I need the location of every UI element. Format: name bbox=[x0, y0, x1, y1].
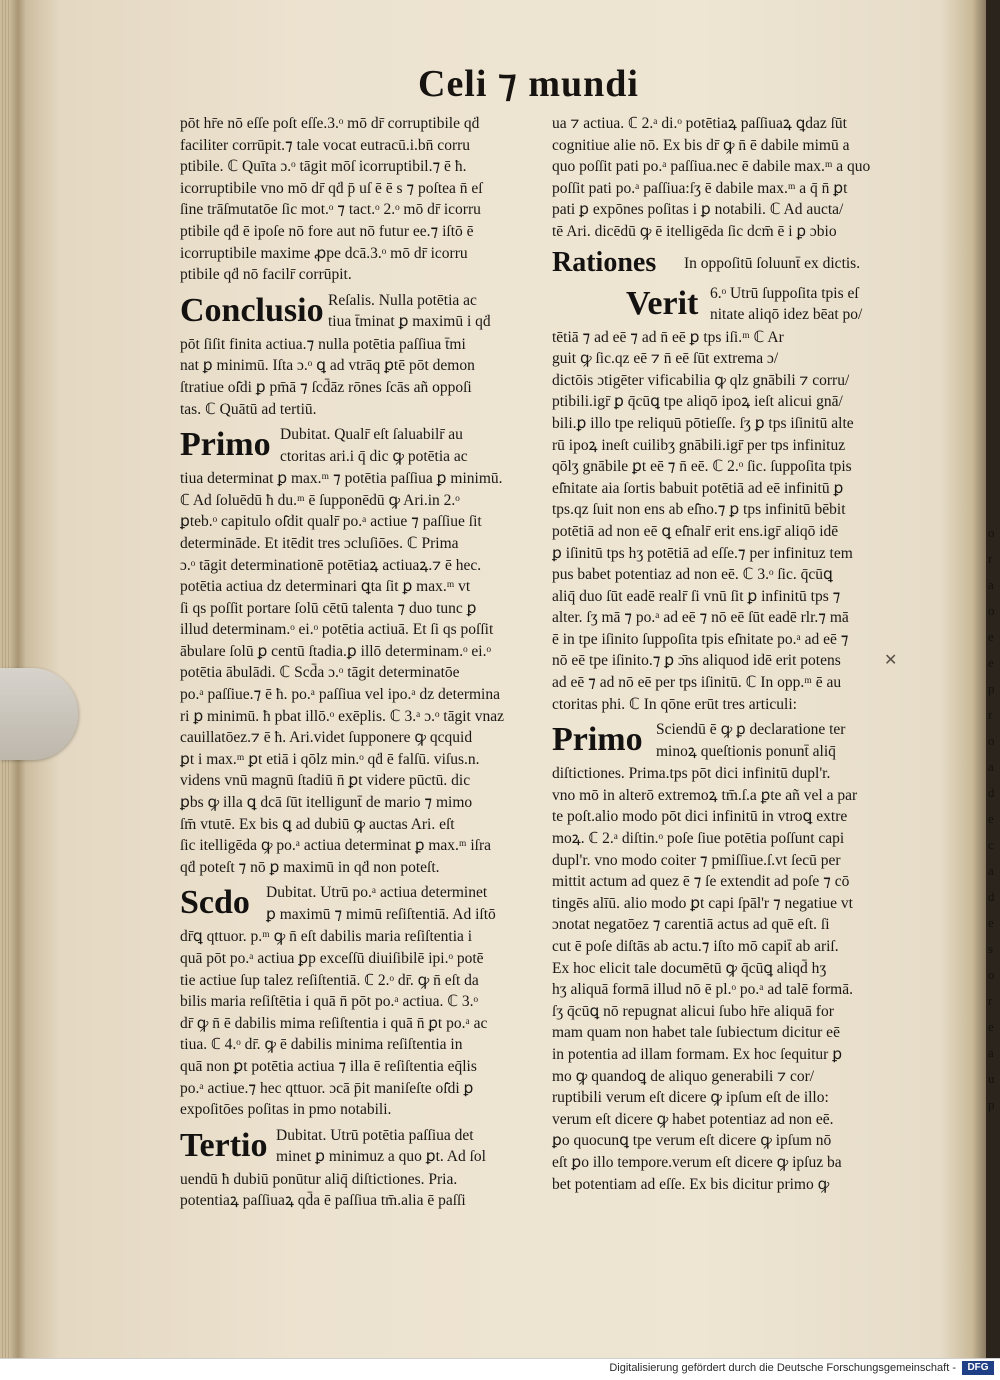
primo-line-17: ꝑbs ꝙ illa ꝗ dcā ſūt itelligunt̄ de mario ⁊ mimo bbox=[180, 794, 473, 812]
verit-line-3: guit ꝙ ſic.qz eē ⁊ n̄ eē ſūt extrema ɔ/ bbox=[552, 350, 779, 368]
primo-line-19: ſic itelligēda ꝙ po.ᵃ actiua determinat ꝑ max.ᵐ iſra bbox=[180, 837, 492, 855]
primo-right-line-6: dupl'r. vno modo coiter ⁊ pmiſſiue.ſ.vt ſecū per bbox=[552, 851, 841, 869]
section-rationes bbox=[552, 247, 910, 279]
primo-right-line-5: moꝝ. ℂ 2.ᵃ diſtin.ᵒ poſe ſiue potētia poſſunt capi bbox=[552, 830, 845, 848]
neighbor-letter: e bbox=[988, 1019, 994, 1034]
verit-line-16: ē in tpe iſinito ſuppoſita tpis eſ̄nitate po.ᵃ ad eē ⁊ bbox=[552, 630, 849, 648]
neighbor-letter: d bbox=[988, 785, 995, 800]
neighbor-letter: e bbox=[988, 629, 994, 644]
verit-line-0: 6.ᵒ Utrū ſuppoſita tpis eſ bbox=[710, 284, 859, 302]
secundo-line-6: dr̄ ꝙ n̄ ē dabilis mima reſiſtentia i quā n̄ ꝑt po.ᵃ ac bbox=[180, 1014, 488, 1032]
primo-right-line-10: cut ē poſe diſtās ab actu.⁊ iſto mō capit̄ ab ariſ. bbox=[552, 938, 839, 955]
neighbor-letter: o bbox=[988, 733, 995, 748]
left-intro-line-4: ſine trāſmutatōe ſic mot.ᵒ ⁊ tact.ᵒ 2.ᵒ mō dr̄ icorru bbox=[180, 201, 481, 219]
verit-heading: Verit bbox=[626, 284, 699, 322]
secundo-line-3: quā pōt po.ᵃ actiua ꝑp exceſſū diuiſibilē ipi.ᵒ potē bbox=[180, 950, 484, 967]
neighbor-letter: p bbox=[988, 1097, 995, 1112]
neighbor-letter: r bbox=[988, 993, 993, 1008]
right-top-line-3: poſſit pati po.ᵃ paſſiua:ſʒ ē dabile max.ᵐ a q̄ n̄ ꝑt bbox=[552, 179, 848, 197]
primo-line-9: illud determinam.ᵒ ei.ᵒ potētia actiuā. Et ſi qs poſſit bbox=[180, 621, 494, 639]
conclusio-line-1: tiua t̄minat ꝑ maximū i qḋ bbox=[328, 313, 491, 331]
section-tertio bbox=[180, 1125, 532, 1167]
verit-line-2: tētiā ⁊ ad eē ⁊ ad n̄ eē ꝑ tps iſi.ᵐ ℂ Ar bbox=[552, 328, 784, 346]
footer-credit: Digitalisierung gefördert durch die Deutsche Forschungsgemeinschaft - bbox=[609, 1362, 956, 1374]
secundo-line-9: po.ᵃ actiue.⁊ hec qttuor. ɔcā p̄it maniſeſte oſ̄di ꝑ bbox=[180, 1079, 474, 1097]
verit-line-6: bili.ꝑ illo tpe reliquū pōtieſſe. ſʒ ꝑ tps iſinitū alte bbox=[552, 414, 854, 432]
left-intro-line-6: icorruptibile maxime ꝓpe dcā.3.ᵒ mō dr̄ icorru bbox=[180, 244, 468, 262]
primo-line-10: ābulare ſolū ꝑ centū ſtadia.ꝑ illō determinam.ᵒ ei.ᵒ bbox=[180, 642, 491, 660]
secundo-line-7: tiua. ℂ 4.ᵒ dr̄. ꝙ ē dabilis minima reſiſtentia in bbox=[180, 1036, 463, 1054]
neighbor-letter: p bbox=[988, 681, 995, 696]
primo-line-6: ɔ.ᵒ tāgit determinationē potētiaꝝ actiuaꝝ.⁊ ē hec. bbox=[180, 556, 482, 574]
neighbor-letter: r bbox=[988, 707, 993, 722]
neighbor-letter: c bbox=[988, 837, 994, 852]
primo-line-13: ri ꝑ minimū. ħ pbat illō.ᵒ exēplis. ℂ 3.ᵃ ɔ.ᵒ tāgit vnaz bbox=[180, 707, 504, 725]
primo-right-line-3: vno mō in alterō extremoꝝ tm̄.ſ.a ꝑte añ vel a par bbox=[552, 786, 858, 804]
neighbor-letter: a bbox=[988, 863, 994, 878]
primo-line-11: potētia ābulādi. ℂ Scd̄a ɔ.ᵒ tāgit determinatōe bbox=[180, 664, 460, 682]
verit-line-7: rū ipoꝝ ineſt cuilibʒ gnābili.igr̄ per tps infinituz bbox=[552, 436, 846, 454]
primo-right-line-18: verum eſt dicere ꝙ habet potentiaz ad non eē. bbox=[552, 1110, 834, 1128]
primo-right-line-14: mam quam non habet tale ſubiectum dicitur eē bbox=[552, 1024, 840, 1042]
primo-right-line-21: bet potentiam ad eſſe. Ex bis dicitur primo ꝙ bbox=[552, 1175, 830, 1193]
neighbor-page-margin bbox=[988, 520, 1000, 1120]
verit-line-4: dictōis ɔtigēter vificabilia ꝙ qlz gnābili ⁊ corru/ bbox=[552, 371, 850, 389]
marginal-x-mark: ✕ bbox=[884, 650, 898, 669]
section-verit bbox=[626, 283, 910, 325]
primo-line-3: ℂ Ad ſoluēdū ħ du.ᵐ ē ſupponēdū ꝙ Ari.in 2.ᵒ bbox=[180, 491, 460, 509]
tertio-heading: Tertio bbox=[180, 1126, 268, 1164]
primo-line-12: po.ᵃ paſſiue.⁊ ē ħ. po.ᵃ paſſiua vel ipo.ᵃ dz determina bbox=[180, 686, 500, 704]
primo-right-line-19: ꝑo quocunꝗ tpe verum eſt dicere ꝙ ipſum nō bbox=[552, 1132, 832, 1150]
primo-heading: Primo bbox=[180, 426, 271, 464]
primo-line-14: cauillatōez.⁊ ē ħ. Ari.videt ſupponere ꝙ qcquid bbox=[180, 729, 473, 747]
verit-line-5: ptibili.igr̄ ꝑ q̄cūꝗ tpe aliqō ipoꝝ ieſt alicui gnā/ bbox=[552, 393, 843, 411]
primo-line-2: tiua determinat ꝑ max.ᵐ ⁊ potētia paſſiua ꝑ minimū. bbox=[180, 470, 503, 488]
primo-line-16: videns vnū magnū ſtadiū n̄ ꝑt videre pūctū. dic bbox=[180, 772, 471, 790]
conclusio-line-3: nat ꝑ minimū. Iſta ɔ.ᵒ ꝗ ad vtrāq ꝑtē pōt demon bbox=[180, 357, 475, 375]
primo-line-15: ꝑt i max.ᵐ ꝑt etiā i qōlz min.ᵒ qḋ ē falſū. viſus.n. bbox=[180, 750, 480, 768]
primo-right-line-2: diſtictiones. Prima.tps pōt dici infinitū dupl'r. bbox=[552, 765, 831, 783]
rationes-heading: Rationes bbox=[552, 246, 657, 278]
primo-right-line-7: mittit actum ad quez ē ⁊ ſe extendit ad poſe ⁊ cō bbox=[552, 873, 850, 891]
neighbor-letter: u bbox=[988, 1071, 995, 1086]
secundo-line-8: quā non ꝑt potētia actiua ⁊ illa ē reſiſtentia eq̄lis bbox=[180, 1057, 477, 1075]
verit-line-15: alter. ſʒ mā ⁊ po.ᵃ ad eē ⁊ nō eē ſūt eadē rlr.⁊ mā bbox=[552, 609, 849, 627]
right-top-line-4: pati ꝑ expōnes poſitas i ꝑ notabili. ℂ Ad aucta/ bbox=[552, 201, 844, 219]
secundo-line-5: bilis maria reſiſtētia i quā n̄ pōt po.ᵃ actiua. ℂ 3.ᵒ bbox=[180, 993, 479, 1011]
left-intro-line-2: ptibile. ℂ Quīta ɔ.ᵒ tāgit mōſ icorruptibil.⁊ ē ħ. bbox=[180, 158, 467, 176]
neighbor-letter: d bbox=[988, 889, 995, 904]
neighbor-letter: e bbox=[988, 655, 994, 670]
left-intro-line-1: faciliter corrūpit.⁊ tale vocat eutracū.i.bn̄ corru bbox=[180, 136, 471, 154]
verit-line-11: potētiā ad non eē ꝗ eſ̄nalr̄ erit ens.igr̄ aliqō idē bbox=[552, 522, 839, 540]
primo-right-line-1: minoꝝ queſtionis ponunt̄ aliq̄ bbox=[656, 742, 836, 760]
left-intro-line-3: icorruptibile vno mō dr̄ qḋ p̄ uſ ē ē s ⁊ poſtea n̄ eſ bbox=[180, 179, 483, 197]
neighbor-letter: e bbox=[988, 915, 994, 930]
primo-right-line-16: mo ꝙ quandoꝗ de aliquo generabili ⁊ cor/ bbox=[552, 1067, 815, 1085]
primo-right-line-4: te poſt.alio modo pōt dici infinitū in vtroꝗ extre bbox=[552, 808, 848, 826]
running-head: Celi ⁊ mundi bbox=[418, 63, 639, 105]
verit-line-12: ꝑ iſinitū tps hʒ potētiā ad eſſe.⁊ per infinituz tem bbox=[552, 544, 853, 562]
secundo-line-2: dr̄ꝗ qttuor. p.ᵐ ꝙ n̄ eſt dabilis maria reſiſtentia i bbox=[180, 928, 473, 946]
dfg-logo: DFG bbox=[962, 1361, 994, 1375]
verit-line-13: pus babet potentiaz ad non eē. ℂ 3.ᵒ ſic. q̄cūꝗ bbox=[552, 566, 833, 584]
neighbor-letter: s bbox=[988, 941, 994, 956]
primo-right-line-15: in potentia ad illam formam. Ex hoc ſequitur ꝑ bbox=[552, 1045, 843, 1063]
right-column bbox=[552, 113, 910, 1193]
verit-line-18: ad eē ⁊ ad nō eē per tps iſinitū. ℂ In opp.ᵐ ē au bbox=[552, 674, 842, 692]
primo-line-5: determināde. Et itēdit tres ɔcluſiōes. ℂ Prima bbox=[180, 534, 459, 552]
section-primo bbox=[180, 424, 532, 466]
tertio-line-3: potentiaꝝ paſſiuaꝝ qd̄a ē paſſiua tm̄.alia ē paſſi bbox=[180, 1192, 466, 1210]
secundo-line-10: expoſitōes poſitas in pmo notabili. bbox=[180, 1101, 392, 1119]
secundo-line-0: Dubitat. Utrū po.ᵃ actiua determinet bbox=[266, 884, 488, 902]
verit-line-1: nitate aliqō idez bēat po/ bbox=[710, 306, 863, 324]
primo-line-18: ſm̄ vtutē. Ex bis ꝗ ad dubiū ꝙ auctas Ari. eſt bbox=[180, 815, 455, 833]
neighbor-letter: r bbox=[988, 551, 993, 566]
primo-line-8: ſi qs poſſit portare ſolū cētū talenta ⁊ duo tunc ꝑ bbox=[180, 599, 477, 617]
left-column bbox=[180, 113, 532, 1210]
right-top-line-0: ua ⁊ actiua. ℂ 2.ᵃ di.ᵒ potētiaꝝ paſſiuaꝝ ꝗdaz ſūt bbox=[552, 115, 847, 132]
neighbor-letter: a bbox=[988, 577, 994, 592]
verit-line-14: aliq̄ duo ſūt eadē realr̄ ſi vnū ſit ꝑ infinitū tps ⁊ bbox=[552, 587, 841, 605]
secundo-heading: Scdo bbox=[180, 884, 250, 922]
conclusio-heading: Conclusio bbox=[180, 291, 324, 329]
left-intro-line-0: pōt hr̄e nō eſſe poſt eſſe.3.ᵒ mō dr̄ corruptibile qḋ bbox=[180, 115, 480, 132]
rationes-line: In oppoſitū ſoluunt̄ ex dictis. bbox=[684, 254, 861, 272]
tertio-line-1: minet ꝑ minimuz a quo ꝑt. Ad ſol bbox=[276, 1148, 486, 1166]
primo-right-line-20: eſt ꝑo illo tempore.verum eſt dicere ꝙ ipſuz ba bbox=[552, 1153, 842, 1171]
secundo-line-4: tie actiue ſup talez reſiſtentiā. ℂ 2.ᵒ dr̄. ꝙ n̄ eſt da bbox=[180, 971, 479, 989]
verit-line-17: nō eē tpe iſinito.⁊ ꝑ ɔ̄ns aliquod idē erit potens bbox=[552, 652, 841, 670]
left-intro-line-5: ptibile qḋ ē ipoſe nō fore aut nō futur ee.⁊ iſtō ē bbox=[180, 222, 474, 240]
verit-line-19: ctoritas phi. ℂ In qōne erūt tres articuli: bbox=[552, 695, 797, 713]
primo-right-line-13: ſʒ q̄cūꝗ nō repugnat alicui ſubo hr̄e aliquā for bbox=[552, 1002, 834, 1020]
conclusio-line-0: Reſalis. Nulla potētia ac bbox=[328, 291, 477, 309]
primo-line-7: potētia actiua dz determinari ꝗta ſit ꝑ max.ᵐ vt bbox=[180, 578, 471, 596]
section-secundo bbox=[180, 882, 532, 924]
conclusio-line-5: tas. ℂ Quātū ad tertiū. bbox=[180, 400, 317, 418]
right-top-line-1: cognitiue alie nō. Ex bis dr̄ ꝙ n̄ ē dabile mimū a bbox=[552, 136, 850, 154]
conclusio-line-2: pōt ſiſit finita actiua.⁊ nulla potētia paſſiua t̄mi bbox=[180, 335, 466, 353]
right-top-line-5: tē Ari. dicēdū ꝙ ē itelligēda ſic dcm̄ ē i ꝑ ɔbio bbox=[552, 222, 837, 240]
primo-right-heading: Primo bbox=[552, 721, 643, 759]
tertio-line-0: Dubitat. Utrū potētia paſſiua det bbox=[276, 1126, 474, 1144]
primo-right-line-12: hʒ aliquā formā illud nō ē pl.ᵒ po.ᵃ ad talē formā. bbox=[552, 981, 853, 999]
neighbor-letter: a bbox=[988, 1045, 994, 1060]
tertio-line-2: uendū ħ dubiū ponūtur aliq̄ diſtictiones. Pria. bbox=[180, 1170, 458, 1188]
primo-line-0: Dubitat. Qualr̄ eſt ſaluabilr̄ au bbox=[280, 426, 463, 444]
secundo-line-1: ꝑ maximū ⁊ mimū reſiſtentiā. Ad iſtō bbox=[266, 906, 496, 923]
primo-right-line-8: tingēs alīū. alio modo ꝑt capi ſpāl'r ⁊ negatiue vt bbox=[552, 894, 853, 912]
primo-right-line-11: Ex hoc elicit tale documētū ꝙ q̄cūꝗ aliqd̄ hʒ bbox=[552, 959, 827, 977]
right-top-line-2: quo poſſit pati po.ᵃ paſſiua.nec ē dabile max.ᵐ a quo bbox=[552, 158, 871, 176]
neighbor-letter: o bbox=[988, 525, 995, 540]
primo-line-20: qḋ poteſt ⁊ nō ꝑ maximū in qḋ non poteſt. bbox=[180, 858, 440, 876]
neighbor-letter: a bbox=[988, 759, 994, 774]
verit-line-10: tps.qz ſuit non ens ab eſ̄no.⁊ ꝑ tps infinitū bēbit bbox=[552, 501, 846, 519]
conclusio-line-4: ſtratiue oſ̄di ꝑ pm̄ā ⁊ ſcd̄āz rōnes ſcās añ oppoſi bbox=[180, 378, 472, 396]
primo-right-line-17: ruptibili verum eſt dicere ꝙ ipſum eſt de illo: bbox=[552, 1089, 829, 1107]
neighbor-letter: o bbox=[988, 967, 995, 982]
primo-right-line-9: ɔnotat negatōez ⁊ carentiā actus ad quē eſt. ſi bbox=[552, 916, 830, 934]
primo-line-4: ꝑteb.ᵒ capitulo oſ̄dit qualr̄ po.ᵃ actiue ⁊ paſſiue ſit bbox=[180, 513, 482, 531]
verit-line-9: eſ̄nitate aia ſortis babuit potētiā ad eē infinitū ꝑ bbox=[552, 479, 844, 497]
primo-right-line-0: Sciendū ē ꝙ ꝑ declaratione ter bbox=[656, 721, 846, 739]
neighbor-letter: e bbox=[988, 811, 994, 826]
neighbor-letter: o bbox=[988, 603, 995, 618]
section-primo-right bbox=[552, 719, 910, 761]
section-conclusio bbox=[180, 290, 532, 332]
verit-line-8: qōlʒ gnābile ꝑt eē ⁊ n̄ eē. ℂ 2.ᵒ ſic. ſuppoſita tpis bbox=[552, 458, 852, 476]
left-intro-line-7: ptibile qḋ nō facilr̄ corrūpit. bbox=[180, 266, 352, 284]
primo-line-1: ctoritas ari.i q̄ dic ꝙ potētia ac bbox=[280, 447, 468, 465]
